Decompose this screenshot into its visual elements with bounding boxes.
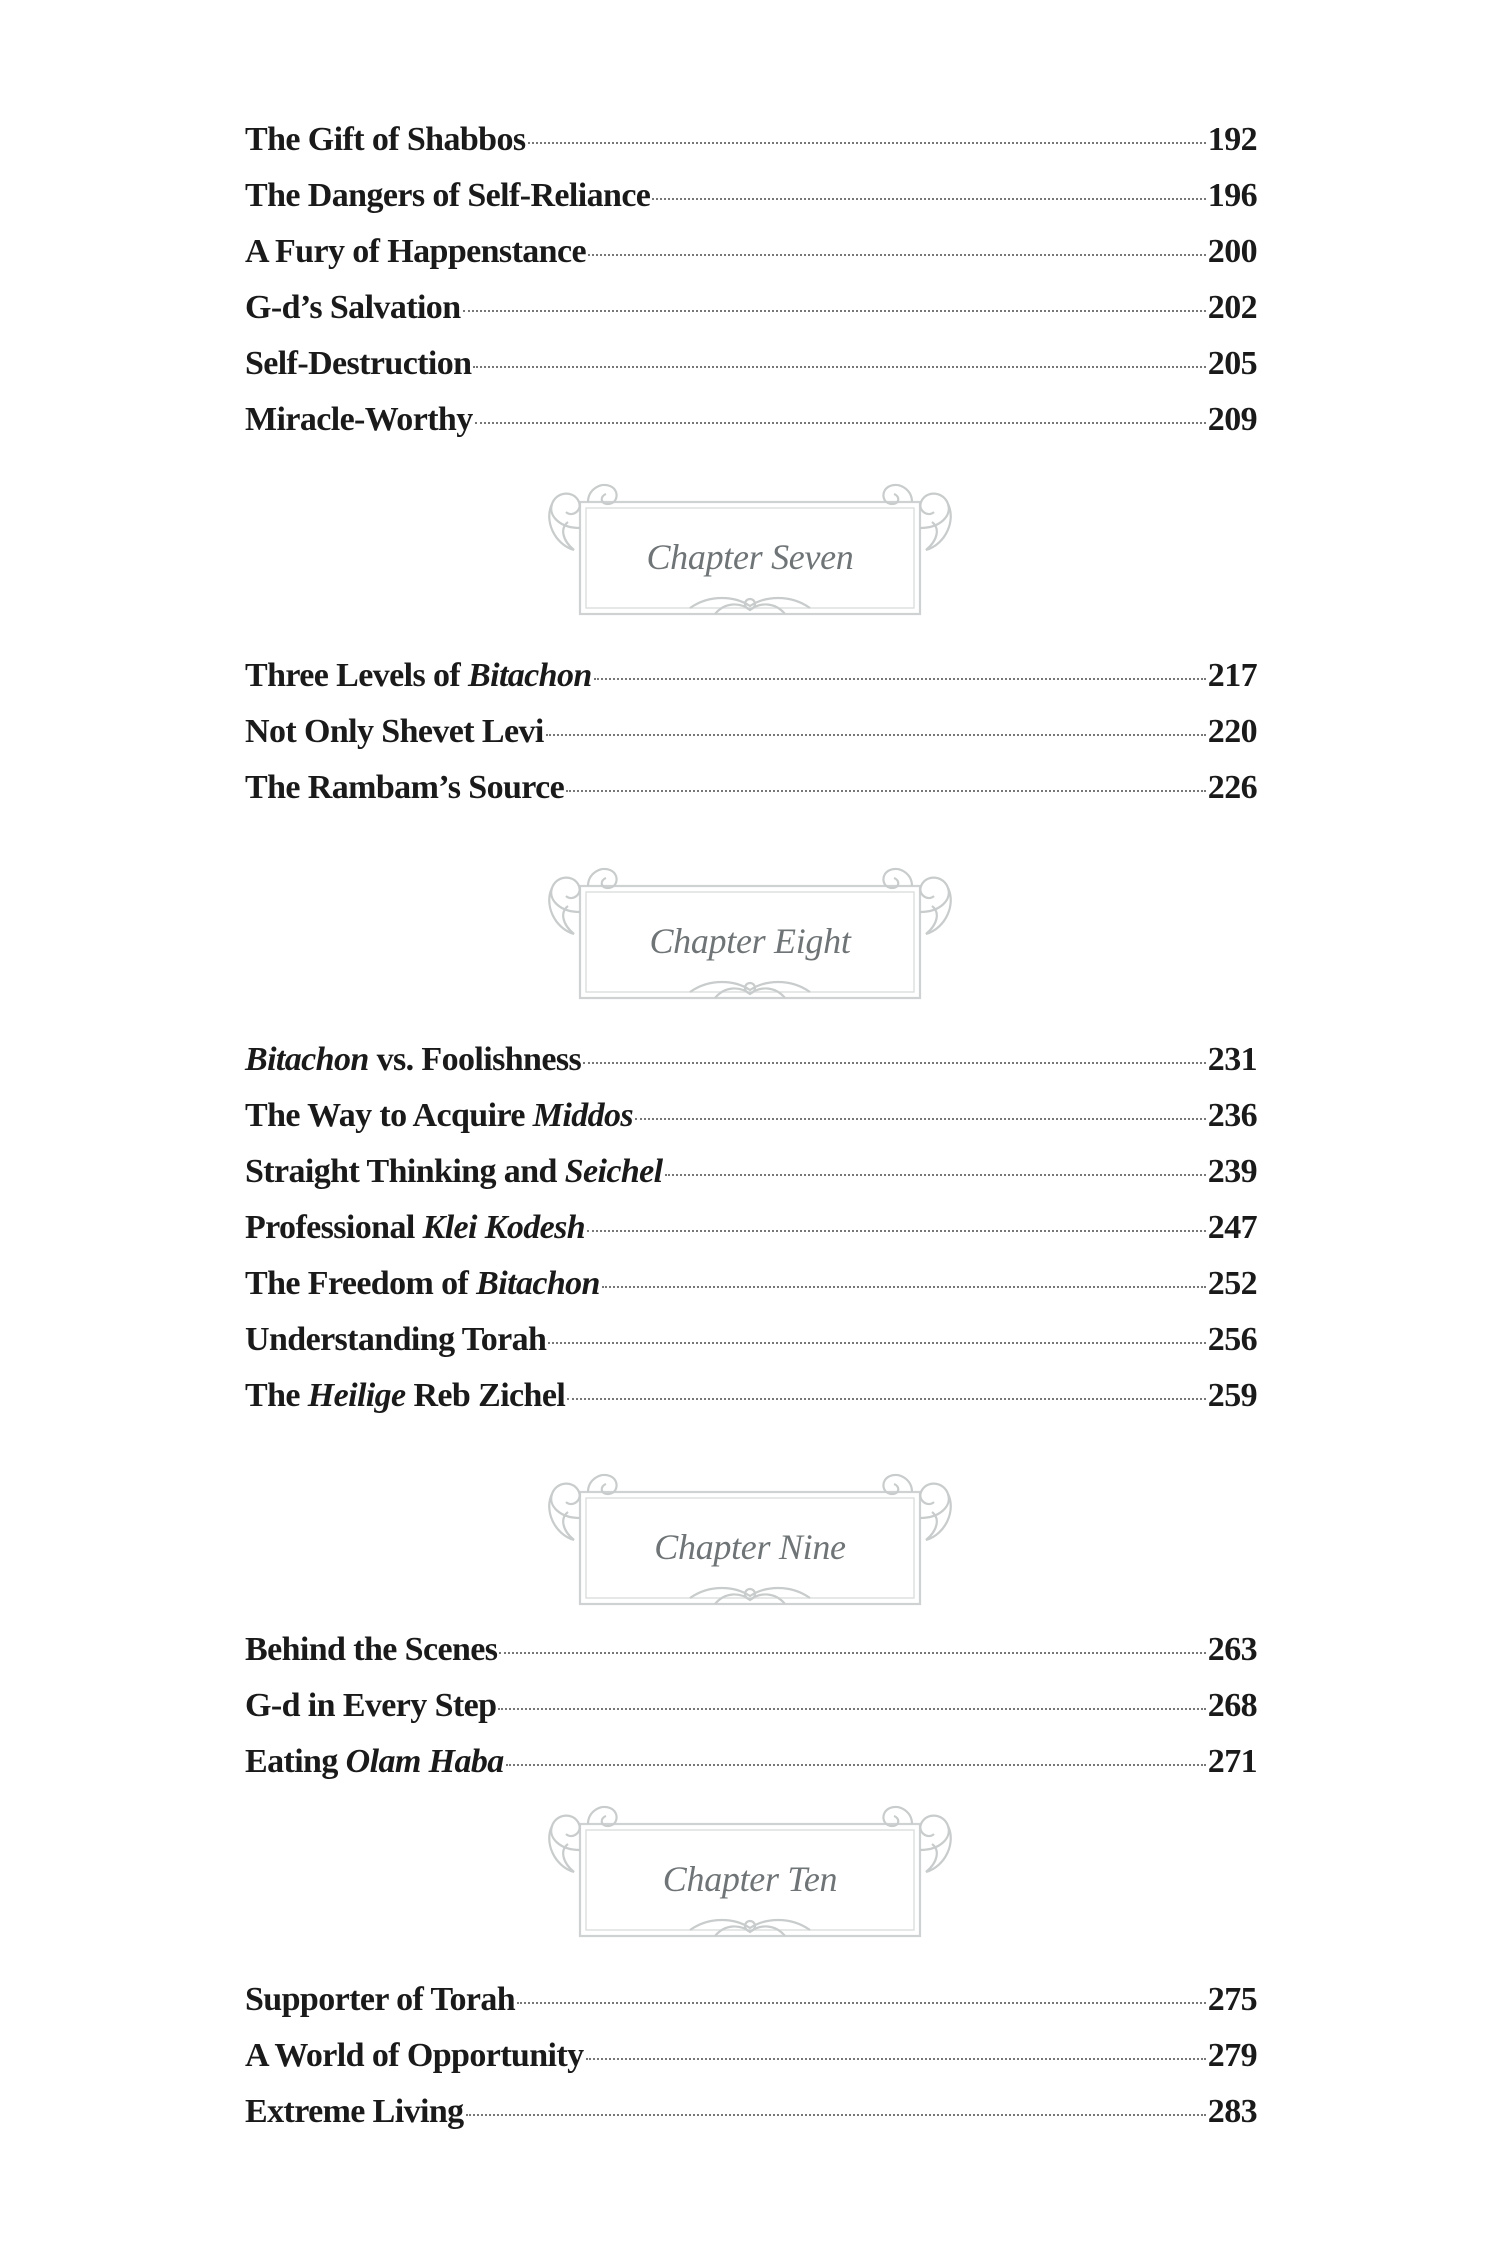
page-number: 220 (1207, 713, 1257, 750)
toc-entry[interactable] (245, 1200, 1257, 1256)
entry-title-part: Miracle-Worthy (245, 401, 473, 438)
chapter-title: Chapter Nine (654, 1527, 846, 1567)
entry-title-italic-part: Bitachon (245, 1041, 369, 1078)
entry-title (245, 1312, 546, 1368)
entry-title-part: The Gift of Shabbos (245, 121, 526, 158)
toc-entry[interactable] (245, 1032, 1257, 1088)
toc-entry[interactable] (245, 1972, 1257, 2028)
toc-entry[interactable] (245, 1312, 1257, 1368)
chapter-heading (540, 864, 960, 1009)
page-number: 283 (1207, 2093, 1257, 2130)
entry-title (245, 704, 544, 760)
page-number: 263 (1207, 1631, 1257, 1668)
entry-title-part: The Dangers of Self-Reliance (245, 177, 651, 214)
toc-entry[interactable] (245, 1734, 1257, 1790)
entry-title-italic-part: Olam Haba (345, 1743, 504, 1780)
entry-title-part: G-d in Every Step (245, 1687, 497, 1724)
entry-title (245, 1200, 585, 1256)
entry-title (245, 1144, 663, 1200)
toc-section (245, 648, 1257, 816)
entry-title-part: Self-Destruction (245, 345, 472, 382)
entry-title-part: Straight Thinking and (245, 1153, 565, 1190)
page-number: 217 (1207, 657, 1257, 694)
dot-leader (473, 366, 1205, 368)
dot-leader (652, 198, 1206, 200)
dot-leader (665, 1174, 1206, 1176)
entry-title (245, 1256, 600, 1312)
toc-entry[interactable] (245, 280, 1257, 336)
dot-leader (463, 310, 1206, 312)
dot-leader (587, 1230, 1206, 1232)
dot-leader (517, 2002, 1206, 2004)
toc-entry[interactable] (245, 1088, 1257, 1144)
toc-entry[interactable] (245, 2084, 1257, 2140)
toc-section (245, 1032, 1257, 1424)
dot-leader (528, 142, 1206, 144)
entry-title-italic-part: Bitachon (476, 1265, 600, 1302)
entry-title (245, 648, 592, 704)
entry-title-italic-part: Middos (532, 1097, 634, 1134)
page-number: 205 (1207, 345, 1257, 382)
chapter-heading (540, 1802, 960, 1947)
dot-leader (499, 1652, 1205, 1654)
entry-title-part: Reb Zichel (405, 1377, 566, 1414)
chapter-title: Chapter Ten (662, 1859, 838, 1899)
toc-entry[interactable] (245, 1256, 1257, 1312)
entry-title (245, 336, 471, 392)
page-number: 275 (1207, 1981, 1257, 2018)
toc-entry[interactable] (245, 168, 1257, 224)
entry-title (245, 112, 526, 168)
toc-entry[interactable] (245, 112, 1257, 168)
dot-leader (583, 1062, 1206, 1064)
toc-entry[interactable] (245, 1678, 1257, 1734)
toc-entry[interactable] (245, 1622, 1257, 1678)
dot-leader (588, 254, 1206, 256)
entry-title-part: The (245, 1377, 308, 1414)
page-number: 271 (1207, 1743, 1257, 1780)
page-number: 236 (1207, 1097, 1257, 1134)
entry-title-part: A Fury of Happenstance (245, 233, 586, 270)
entry-title (245, 1088, 633, 1144)
entry-title (245, 2084, 464, 2140)
dot-leader (466, 2114, 1206, 2116)
toc-entry[interactable] (245, 336, 1257, 392)
entry-title-part: Behind the Scenes (245, 1631, 498, 1668)
entry-title-italic-part: Klei Kodesh (422, 1209, 586, 1246)
chapter-heading (540, 480, 960, 625)
page-number: 200 (1207, 233, 1257, 270)
dot-leader (586, 2058, 1206, 2060)
entry-title (245, 168, 650, 224)
entry-title-part: G-d’s Salvation (245, 289, 461, 326)
entry-title-part: The Freedom of (245, 1265, 477, 1302)
chapter-heading (540, 1470, 960, 1615)
entry-title-part: vs. Foolishness (368, 1041, 582, 1078)
dot-leader (635, 1118, 1206, 1120)
page-number: 196 (1207, 177, 1257, 214)
toc-section (245, 1972, 1257, 2140)
entry-title-italic-part: Bitachon (468, 657, 592, 694)
dot-leader (498, 1708, 1205, 1710)
entry-title-part: Three Levels of (245, 657, 469, 694)
entry-title-part: Not Only Shevet Levi (245, 713, 544, 750)
toc-entry[interactable] (245, 1144, 1257, 1200)
toc-entry[interactable] (245, 392, 1257, 448)
page-number: 226 (1207, 769, 1257, 806)
page-number: 279 (1207, 2037, 1257, 2074)
toc-entry[interactable] (245, 1368, 1257, 1424)
entry-title-part: A World of Opportunity (245, 2037, 584, 2074)
toc-entry[interactable] (245, 704, 1257, 760)
entry-title (245, 1622, 497, 1678)
dot-leader (548, 1342, 1205, 1344)
page-number: 231 (1207, 1041, 1257, 1078)
entry-title (245, 1032, 581, 1088)
chapter-title: Chapter Eight (649, 921, 851, 961)
entry-title (245, 392, 473, 448)
page-number: 259 (1207, 1377, 1257, 1414)
entry-title (245, 1972, 515, 2028)
dot-leader (602, 1286, 1206, 1288)
page-number: 252 (1207, 1265, 1257, 1302)
toc-entry[interactable] (245, 648, 1257, 704)
dot-leader (567, 1398, 1206, 1400)
entry-title (245, 1734, 504, 1790)
entry-title-part: Professional (245, 1209, 423, 1246)
entry-title-part: The Way to Acquire (245, 1097, 533, 1134)
dot-leader (594, 678, 1206, 680)
toc-entry[interactable] (245, 224, 1257, 280)
toc-entry[interactable] (245, 2028, 1257, 2084)
entry-title (245, 1368, 565, 1424)
page-number: 192 (1207, 121, 1257, 158)
entry-title-part: Understanding Torah (245, 1321, 547, 1358)
page-number: 247 (1207, 1209, 1257, 1246)
page-number: 202 (1207, 289, 1257, 326)
page-number: 268 (1207, 1687, 1257, 1724)
dot-leader (566, 790, 1206, 792)
entry-title (245, 224, 586, 280)
entry-title (245, 1678, 496, 1734)
toc-entry[interactable] (245, 760, 1257, 816)
entry-title-italic-part: Seichel (564, 1153, 663, 1190)
entry-title-italic-part: Heilige (307, 1377, 406, 1414)
dot-leader (475, 422, 1206, 424)
entry-title-part: Extreme Living (245, 2093, 464, 2130)
entry-title (245, 280, 461, 336)
entry-title (245, 760, 564, 816)
dot-leader (506, 1764, 1206, 1766)
entry-title-part: Supporter of Torah (245, 1981, 516, 2018)
toc-section (245, 112, 1257, 448)
toc-section (245, 1622, 1257, 1790)
entry-title (245, 2028, 584, 2084)
chapter-title: Chapter Seven (646, 537, 854, 577)
page-number: 256 (1207, 1321, 1257, 1358)
dot-leader (546, 734, 1206, 736)
page-number: 209 (1207, 401, 1257, 438)
page-number: 239 (1207, 1153, 1257, 1190)
entry-title-part: The Rambam’s Source (245, 769, 565, 806)
entry-title-part: Eating (245, 1743, 346, 1780)
